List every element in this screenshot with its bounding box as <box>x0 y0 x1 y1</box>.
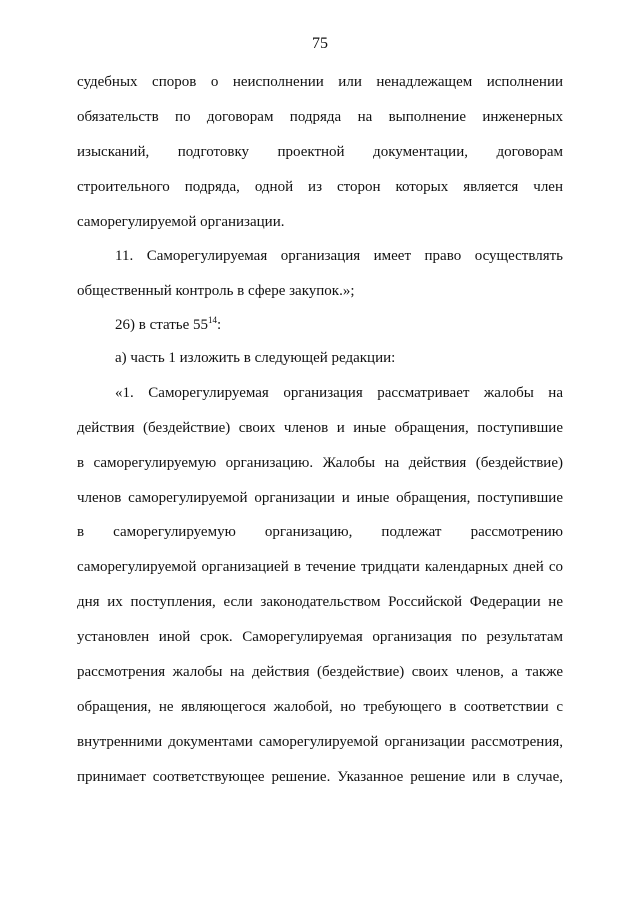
text-line: в саморегулируемую организацию. Жалобы на действия (бездействие) <box>77 455 563 471</box>
text-line: принимает соответствующее решение. Указанное решение или в случае, <box>77 769 563 785</box>
text-line: в саморегулируемую организацию, подлежат рассмотрению <box>77 524 563 540</box>
text-line: обязательств по договорам подряда на выполнение инженерных <box>77 109 563 125</box>
article-reference-text: 26) в статье 55 <box>115 317 209 333</box>
paragraph-start-line: 11. Саморегулируемая организация имеет право осуществлять <box>115 248 563 264</box>
text-line: членов саморегулируемой организации и иные обращения, поступившие <box>77 490 563 506</box>
paragraph-start-line: «1. Саморегулируемая организация рассматривает жалобы на <box>115 385 563 401</box>
text-line: судебных споров о неисполнении или ненадлежащем исполнении <box>77 74 563 90</box>
text-line: саморегулируемой организацией в течение тридцати календарных дней со <box>77 559 563 575</box>
page-number: 75 <box>312 35 328 52</box>
text-line: саморегулируемой организации. <box>77 214 285 230</box>
text-line: действия (бездействие) своих членов и иные обращения, поступившие <box>77 420 563 436</box>
text-line: дня их поступления, если законодательством Российской Федерации не <box>77 594 563 610</box>
text-line: изысканий, подготовку проектной документации, договорам <box>77 144 563 160</box>
text-line: обращения, не являющегося жалобой, но требующего в соответствии с <box>77 699 563 715</box>
article-superscript: 14 <box>208 315 218 325</box>
article-reference-colon: : <box>217 317 222 333</box>
text-line: строительного подряда, одной из сторон которых является член <box>77 179 563 195</box>
text-line: общественный контроль в сфере закупок.»; <box>77 283 355 299</box>
article-reference-line <box>115 315 563 335</box>
text-line: внутренними документами саморегулируемой организации рассмотрения, <box>77 734 563 750</box>
paragraph-start-line: а) часть 1 изложить в следующей редакции: <box>115 350 396 366</box>
text-line: рассмотрения жалобы на действия (бездействие) своих членов, а также <box>77 664 563 680</box>
text-line: установлен иной срок. Саморегулируемая организация по результатам <box>77 629 563 645</box>
